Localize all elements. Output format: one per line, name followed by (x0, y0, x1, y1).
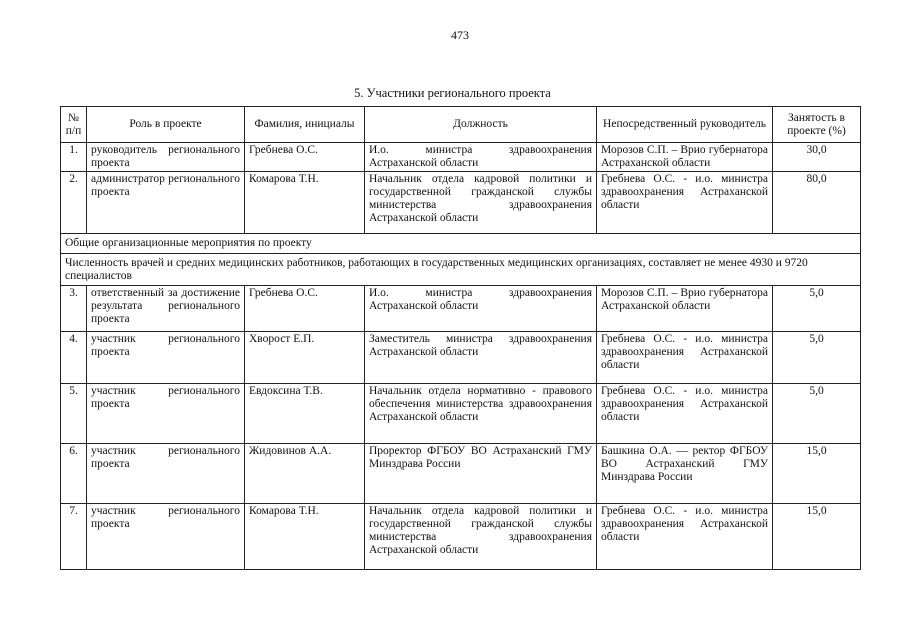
header-supervisor: Непосредственный руководитель (597, 107, 773, 143)
role-cell: ответственный за достижение результата регионального проекта (87, 286, 245, 332)
name-cell: Хворост Е.П. (245, 332, 365, 384)
role-cell: участник регионального проекта (87, 444, 245, 504)
position-cell: И.о. министра здравоохранения Астраханской области (365, 286, 597, 332)
role-cell: участник регионального проекта (87, 332, 245, 384)
employment-cell: 5,0 (773, 286, 861, 332)
table-row (61, 504, 861, 570)
header-role: Роль в проекте (87, 107, 245, 143)
employment-cell: 80,0 (773, 172, 861, 234)
supervisor-cell: Гребнева О.С. - и.о. министра здравоохранения Астраханской области (597, 504, 773, 570)
employment-cell: 15,0 (773, 444, 861, 504)
header-num: № п/п (61, 107, 87, 143)
name-cell: Комарова Т.Н. (245, 504, 365, 570)
name-cell: Комарова Т.Н. (245, 172, 365, 234)
num-cell: 6. (61, 444, 87, 504)
participants-table (60, 106, 861, 570)
role-cell: участник регионального проекта (87, 504, 245, 570)
num-cell: 4. (61, 332, 87, 384)
table-section-row (61, 234, 861, 254)
table-header-row (61, 107, 861, 143)
position-cell: Проректор ФГБОУ ВО Астраханский ГМУ Минздрава России (365, 444, 597, 504)
table-row (61, 332, 861, 384)
position-cell: Начальник отдела кадровой политики и государственной гражданской службы министерства здравоохранения Астраханской области (365, 172, 597, 234)
supervisor-cell: Башкина О.А. — ректор ФГБОУ ВО Астраханский ГМУ Минздрава России (597, 444, 773, 504)
name-cell: Евдоксина Т.В. (245, 384, 365, 444)
section-cell: Общие организационные мероприятия по проекту (61, 234, 861, 254)
employment-cell: 30,0 (773, 143, 861, 172)
table-body (61, 143, 861, 570)
table-row (61, 286, 861, 332)
name-cell: Жидовинов А.А. (245, 444, 365, 504)
role-cell: руководитель регионального проекта (87, 143, 245, 172)
page-number: 473 (451, 28, 469, 42)
table-row (61, 384, 861, 444)
position-cell: Начальник отдела нормативно - правового обеспечения министерства здравоохранения Астраханской области (365, 384, 597, 444)
num-cell: 2. (61, 172, 87, 234)
position-cell: Начальник отдела кадровой политики и государственной гражданской службы министерства здравоохранения Астраханской области (365, 504, 597, 570)
table-section-row (61, 254, 861, 286)
table-row (61, 172, 861, 234)
num-cell: 5. (61, 384, 87, 444)
num-cell: 3. (61, 286, 87, 332)
header-employment: Занятость в проекте (%) (773, 107, 861, 143)
section-title: 5. Участники регионального проекта (354, 86, 551, 100)
table-row (61, 444, 861, 504)
employment-cell: 5,0 (773, 332, 861, 384)
supervisor-cell: Гребнева О.С. - и.о. министра здравоохранения Астраханской области (597, 332, 773, 384)
table-row (61, 143, 861, 172)
supervisor-cell: Гребнева О.С. - и.о. министра здравоохранения Астраханской области (597, 384, 773, 444)
position-cell: И.о. министра здравоохранения Астраханской области (365, 143, 597, 172)
supervisor-cell: Гребнева О.С. - и.о. министра здравоохранения Астраханской области (597, 172, 773, 234)
section-cell: Численность врачей и средних медицинских работников, работающих в государственных медицинских организациях, составляет не менее 4930 и 9720 специалистов (61, 254, 861, 286)
supervisor-cell: Морозов С.П. – Врио губернатора Астраханской области (597, 286, 773, 332)
name-cell: Гребнева О.С. (245, 143, 365, 172)
employment-cell: 5,0 (773, 384, 861, 444)
num-cell: 1. (61, 143, 87, 172)
name-cell: Гребнева О.С. (245, 286, 365, 332)
role-cell: участник регионального проекта (87, 384, 245, 444)
supervisor-cell: Морозов С.П. – Врио губернатора Астраханской области (597, 143, 773, 172)
num-cell: 7. (61, 504, 87, 570)
header-position: Должность (365, 107, 597, 143)
position-cell: Заместитель министра здравоохранения Астраханской области (365, 332, 597, 384)
role-cell: администратор регионального проекта (87, 172, 245, 234)
employment-cell: 15,0 (773, 504, 861, 570)
header-name: Фамилия, инициалы (245, 107, 365, 143)
